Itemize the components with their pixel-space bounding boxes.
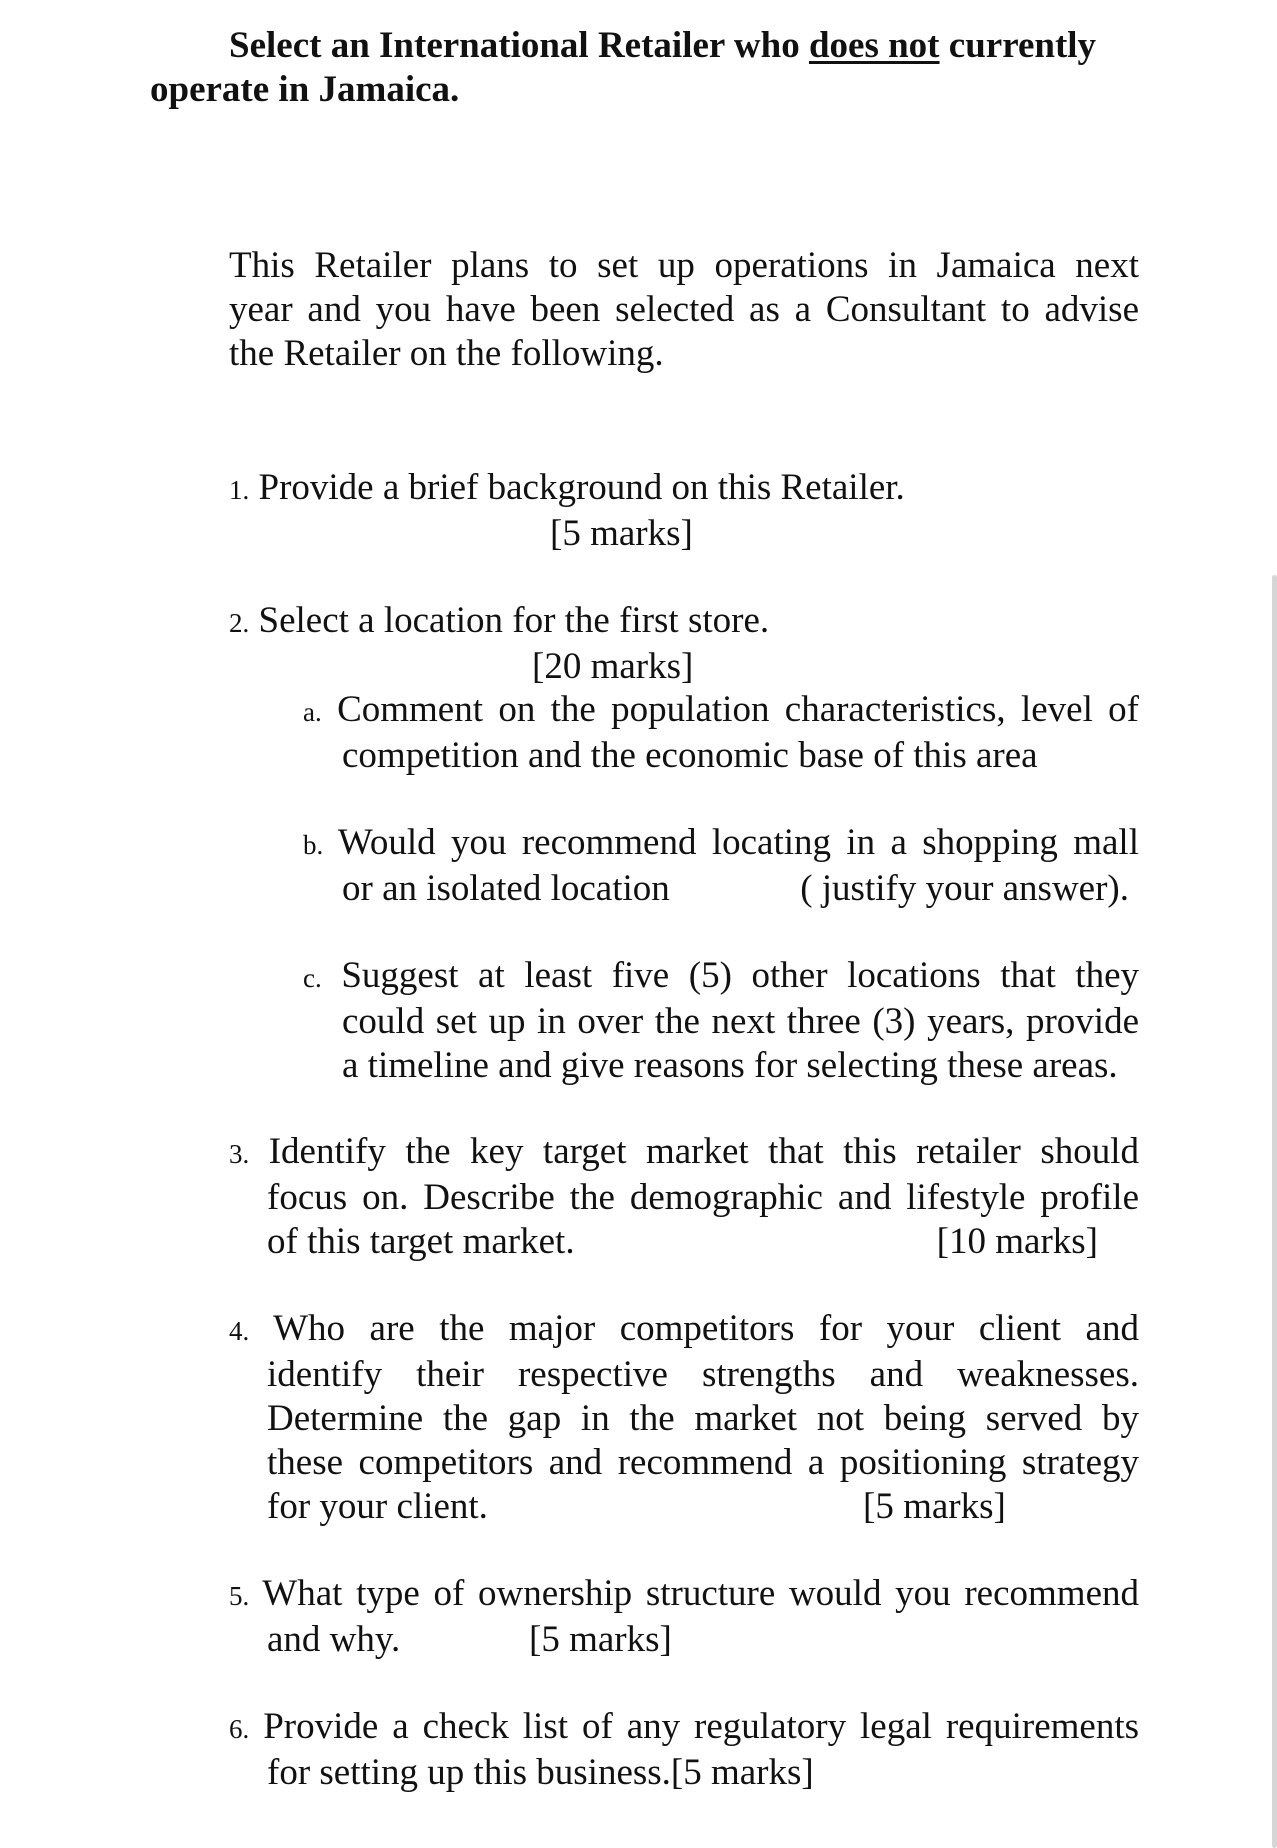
question-4-line-2: identify their respective strengths and weaknesses. (267, 1354, 1139, 1395)
question-4-line-3: Determine the gap in the market not being served by (267, 1398, 1139, 1439)
question-marks: [10 marks] (936, 1221, 1098, 1262)
question-marks: [20 marks] (532, 646, 694, 687)
question-4-line-4: these competitors and recommend a positioning strategy (267, 1442, 1139, 1483)
question-5 (229, 1572, 1139, 1662)
question-number: 6. (229, 1714, 250, 1744)
intro-line: This Retailer plans to set up operations in Jamaica next (229, 245, 1139, 286)
question-1 (229, 466, 1129, 556)
question-4 (229, 1307, 1139, 1529)
question-2a (303, 688, 1139, 778)
heading-text-part-1: Select an International Retailer who (229, 25, 809, 66)
question-5-line-1 (229, 1572, 1139, 1618)
subquestion-letter: a. (303, 697, 322, 727)
question-text: Provide a check list of any regulatory legal requirements (263, 1706, 1140, 1747)
document-heading (150, 24, 1150, 112)
intro-line: year and you have been selected as a Consultant to advise (229, 289, 1139, 330)
question-2c (303, 954, 1139, 1088)
question-text: What type of ownership structure would you recommend (262, 1573, 1139, 1614)
question-text: Provide a brief background on this Retailer. (258, 467, 905, 508)
question-number: 2. (229, 608, 250, 638)
heading-line-2: operate in Jamaica. (150, 69, 460, 110)
question-2c-line-3: a timeline and give reasons for selecting these areas. (342, 1045, 1118, 1086)
question-number: 5. (229, 1581, 250, 1611)
subquestion-text: Comment on the population characteristics, level of (337, 689, 1139, 730)
question-2b-line-1 (303, 821, 1139, 867)
heading-text-part-2: currently (939, 25, 1097, 66)
question-2b-line-2 (303, 867, 1139, 911)
question-2b (303, 821, 1139, 911)
question-4-line-5 (229, 1485, 1139, 1529)
question-3-line-3 (229, 1220, 1139, 1264)
question-3-line-1 (229, 1130, 1139, 1176)
question-2 (229, 599, 1129, 689)
question-2c-line-1 (303, 954, 1139, 1000)
question-text: Who are the major competitors for your client and (273, 1308, 1139, 1349)
subquestion-text: Would you recommend locating in a shopping mall (337, 822, 1139, 863)
intro-paragraph (229, 244, 1139, 376)
question-6-line-2: for setting up this business.[5 marks] (267, 1752, 814, 1793)
question-2-line (229, 599, 1129, 645)
subquestion-note: ( justify your answer). (800, 868, 1129, 909)
question-number: 4. (229, 1316, 250, 1346)
question-2a-line-2: competition and the economic base of this area (342, 735, 1038, 776)
question-marks: [5 marks] (529, 1619, 672, 1660)
subquestion-text: or an isolated location (342, 868, 670, 909)
question-number: 1. (229, 475, 250, 505)
question-6-line-1 (229, 1705, 1139, 1751)
question-marks: [5 marks] (863, 1486, 1006, 1527)
heading-line-1 (150, 24, 1150, 68)
question-marks: [5 marks] (550, 513, 693, 554)
question-text: and why. (267, 1619, 401, 1660)
question-1-line (229, 466, 1129, 512)
heading-underlined-text: does not (808, 25, 940, 66)
question-2a-line-1 (303, 688, 1139, 734)
question-text: Select a location for the first store. (258, 600, 770, 641)
subquestion-text: Suggest at least five (5) other locations that they (341, 955, 1140, 996)
question-3-line-2: focus on. Describe the demographic and lifestyle profile (267, 1177, 1139, 1218)
question-text: Identify the key target market that this retailer should (268, 1131, 1139, 1172)
question-number: 3. (229, 1139, 250, 1169)
question-text: for your client. (267, 1486, 488, 1527)
subquestion-letter: b. (303, 830, 324, 860)
question-3 (229, 1130, 1139, 1264)
question-2c-line-2: could set up in over the next three (3) years, provide (342, 1001, 1139, 1042)
question-text: of this target market. (267, 1221, 575, 1262)
question-6 (229, 1705, 1139, 1795)
vertical-scrollbar[interactable] (1272, 575, 1277, 1848)
subquestion-letter: c. (303, 963, 322, 993)
intro-line: the Retailer on the following. (229, 333, 664, 374)
question-5-line-2 (229, 1618, 1139, 1662)
question-4-line-1 (229, 1307, 1139, 1353)
